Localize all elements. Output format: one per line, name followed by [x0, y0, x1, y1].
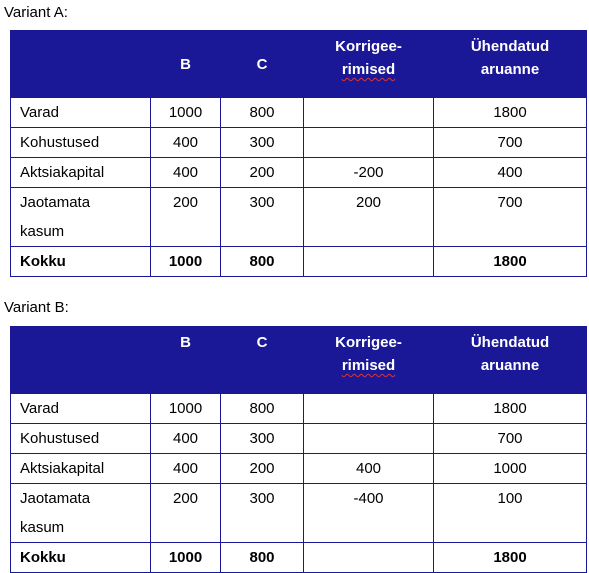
row-label: Varad	[11, 98, 151, 128]
row-label-line1: Jaotamata	[20, 194, 91, 211]
cell-c: 800	[221, 394, 304, 424]
header-adjustments-line2-text: rimised	[341, 357, 396, 374]
variant-a-title: Variant A:	[4, 4, 68, 21]
table-row	[11, 484, 587, 543]
cell-consolidated: 700	[434, 188, 587, 247]
total-b: 1000	[151, 247, 221, 277]
cell-c: 800	[221, 98, 304, 128]
row-label: Kohustused	[11, 424, 151, 454]
total-b: 1000	[151, 543, 221, 573]
header-consolidated-line2: aruanne	[480, 357, 540, 374]
table-row	[11, 158, 587, 188]
variant-b-table	[10, 326, 587, 573]
cell-c: 300	[221, 484, 304, 543]
header-adjustments-line2	[304, 55, 433, 84]
cell-adjustment: -400	[304, 484, 434, 543]
header-blank	[11, 327, 151, 394]
total-c: 800	[221, 247, 304, 277]
header-row	[11, 31, 587, 98]
variant-a-table	[10, 30, 587, 277]
header-c	[221, 327, 304, 394]
table-row	[11, 188, 587, 247]
cell-adjustment	[304, 128, 434, 158]
cell-consolidated: 1000	[434, 454, 587, 484]
header-adjustments-line1: Korrigee-	[335, 334, 402, 351]
row-label	[11, 188, 151, 247]
header-blank	[11, 31, 151, 98]
cell-c: 300	[221, 188, 304, 247]
cell-consolidated: 1800	[434, 98, 587, 128]
header-consolidated	[434, 327, 587, 394]
row-label-line2: kasum	[20, 519, 65, 536]
cell-adjustment	[304, 424, 434, 454]
row-label: Varad	[11, 394, 151, 424]
header-row	[11, 327, 587, 394]
cell-c: 300	[221, 424, 304, 454]
table-row	[11, 394, 587, 424]
cell-consolidated: 1800	[434, 394, 587, 424]
cell-b: 400	[151, 128, 221, 158]
cell-consolidated: 100	[434, 484, 587, 543]
cell-b: 200	[151, 484, 221, 543]
table-row	[11, 128, 587, 158]
total-adjustment	[304, 247, 434, 277]
table-row	[11, 424, 587, 454]
header-adjustments	[304, 327, 434, 394]
cell-b: 400	[151, 424, 221, 454]
total-c: 800	[221, 543, 304, 573]
table-row	[11, 454, 587, 484]
row-label	[11, 484, 151, 543]
total-row	[11, 543, 587, 573]
header-c: C	[221, 31, 304, 98]
total-adjustment	[304, 543, 434, 573]
cell-b: 1000	[151, 98, 221, 128]
header-b	[151, 327, 221, 394]
cell-c: 200	[221, 158, 304, 188]
row-label-line1: Jaotamata	[20, 490, 91, 507]
cell-adjustment: 400	[304, 454, 434, 484]
cell-adjustment: -200	[304, 158, 434, 188]
cell-adjustment: 200	[304, 188, 434, 247]
cell-c: 300	[221, 128, 304, 158]
header-c-text: C	[256, 334, 268, 351]
header-b-text: B	[180, 334, 191, 351]
cell-consolidated: 700	[434, 424, 587, 454]
variant-b-title: Variant B:	[4, 299, 69, 316]
header-b: B	[151, 31, 221, 98]
total-row	[11, 247, 587, 277]
cell-consolidated: 400	[434, 158, 587, 188]
header-adjustments	[304, 31, 434, 98]
header-consolidated-line1: Ühendatud	[470, 38, 550, 55]
total-label: Kokku	[11, 247, 151, 277]
cell-b: 400	[151, 158, 221, 188]
cell-b: 400	[151, 454, 221, 484]
header-consolidated-line1: Ühendatud	[470, 334, 550, 351]
row-label: Aktsiakapital	[11, 454, 151, 484]
cell-c: 200	[221, 454, 304, 484]
header-adjustments-line2	[304, 351, 433, 380]
cell-adjustment	[304, 394, 434, 424]
row-label-line2: kasum	[20, 223, 65, 240]
header-consolidated	[434, 31, 587, 98]
total-consolidated: 1800	[434, 247, 587, 277]
cell-b: 1000	[151, 394, 221, 424]
header-consolidated-line2: aruanne	[480, 61, 540, 78]
cell-b: 200	[151, 188, 221, 247]
total-label: Kokku	[11, 543, 151, 573]
row-label: Kohustused	[11, 128, 151, 158]
total-consolidated: 1800	[434, 543, 587, 573]
cell-adjustment	[304, 98, 434, 128]
header-adjustments-line2-text: rimised	[341, 61, 396, 78]
cell-consolidated: 700	[434, 128, 587, 158]
row-label: Aktsiakapital	[11, 158, 151, 188]
header-adjustments-line1: Korrigee-	[335, 38, 402, 55]
table-row	[11, 98, 587, 128]
